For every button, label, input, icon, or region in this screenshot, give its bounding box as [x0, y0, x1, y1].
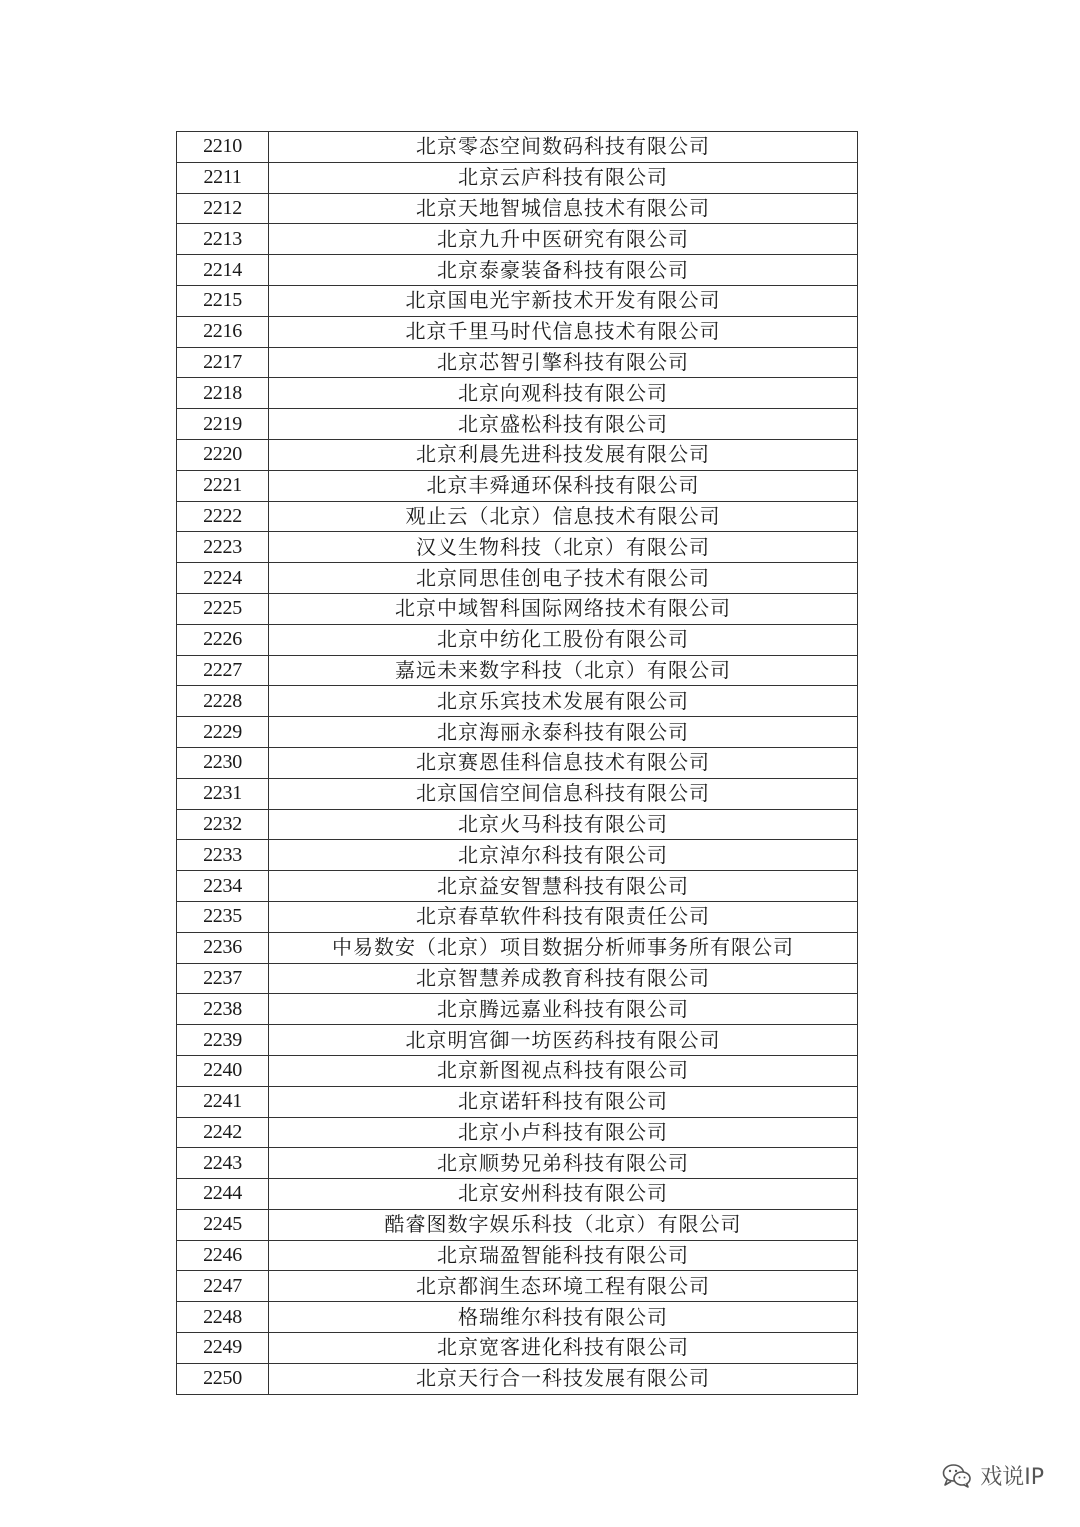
row-number: 2233 — [177, 840, 269, 871]
row-number: 2246 — [177, 1240, 269, 1271]
table-row — [177, 871, 858, 902]
row-number: 2214 — [177, 255, 269, 286]
row-number: 2237 — [177, 963, 269, 994]
table-row — [177, 532, 858, 563]
table-row — [177, 1117, 858, 1148]
company-name: 北京海丽永泰科技有限公司 — [269, 717, 858, 748]
company-name: 北京火马科技有限公司 — [269, 809, 858, 840]
company-name: 北京九升中医研究有限公司 — [269, 224, 858, 255]
row-number: 2224 — [177, 563, 269, 594]
row-number: 2232 — [177, 809, 269, 840]
row-number: 2217 — [177, 347, 269, 378]
table-row — [177, 686, 858, 717]
table-row — [177, 347, 858, 378]
row-number: 2235 — [177, 901, 269, 932]
company-name: 嘉远未来数字科技（北京）有限公司 — [269, 655, 858, 686]
company-name: 北京明宫御一坊医药科技有限公司 — [269, 1025, 858, 1056]
table-row — [177, 1209, 858, 1240]
company-name: 北京泰豪装备科技有限公司 — [269, 255, 858, 286]
company-name: 北京千里马时代信息技术有限公司 — [269, 316, 858, 347]
row-number: 2220 — [177, 439, 269, 470]
row-number: 2218 — [177, 378, 269, 409]
table-row — [177, 378, 858, 409]
row-number: 2236 — [177, 932, 269, 963]
company-name: 北京中纺化工股份有限公司 — [269, 624, 858, 655]
table-row — [177, 963, 858, 994]
company-name: 北京春草软件科技有限责任公司 — [269, 901, 858, 932]
company-name: 汉义生物科技（北京）有限公司 — [269, 532, 858, 563]
table-row — [177, 1363, 858, 1394]
company-name: 北京益安智慧科技有限公司 — [269, 871, 858, 902]
row-number: 2229 — [177, 717, 269, 748]
company-name: 北京安州科技有限公司 — [269, 1179, 858, 1210]
row-number: 2210 — [177, 132, 269, 163]
company-name: 北京宽客进化科技有限公司 — [269, 1333, 858, 1364]
row-number: 2211 — [177, 162, 269, 193]
watermark-text: 戏说IP — [980, 1465, 1044, 1490]
company-name: 北京新图视点科技有限公司 — [269, 1055, 858, 1086]
table-row — [177, 1025, 858, 1056]
row-number: 2227 — [177, 655, 269, 686]
company-table — [176, 131, 858, 1395]
row-number: 2215 — [177, 285, 269, 316]
company-name: 中易数安（北京）项目数据分析师事务所有限公司 — [269, 932, 858, 963]
company-name: 格瑞维尔科技有限公司 — [269, 1302, 858, 1333]
wechat-icon — [942, 1463, 972, 1489]
table-row — [177, 255, 858, 286]
row-number: 2250 — [177, 1363, 269, 1394]
row-number: 2238 — [177, 994, 269, 1025]
row-number: 2247 — [177, 1271, 269, 1302]
company-name: 观止云（北京）信息技术有限公司 — [269, 501, 858, 532]
row-number: 2228 — [177, 686, 269, 717]
company-name: 北京利晨先进科技发展有限公司 — [269, 439, 858, 470]
row-number: 2213 — [177, 224, 269, 255]
row-number: 2221 — [177, 470, 269, 501]
company-name: 北京零态空间数码科技有限公司 — [269, 132, 858, 163]
company-name: 北京丰舜通环保科技有限公司 — [269, 470, 858, 501]
table-row — [177, 747, 858, 778]
table-row — [177, 1240, 858, 1271]
table-row — [177, 1302, 858, 1333]
watermark — [942, 1460, 1044, 1491]
table-row — [177, 162, 858, 193]
table-row — [177, 439, 858, 470]
table-row — [177, 932, 858, 963]
company-name: 北京腾远嘉业科技有限公司 — [269, 994, 858, 1025]
table-body — [177, 132, 858, 1395]
table-row — [177, 224, 858, 255]
company-name: 北京顺势兄弟科技有限公司 — [269, 1148, 858, 1179]
table-row — [177, 1179, 858, 1210]
company-name: 北京天行合一科技发展有限公司 — [269, 1363, 858, 1394]
company-name: 酷睿图数字娱乐科技（北京）有限公司 — [269, 1209, 858, 1240]
row-number: 2249 — [177, 1333, 269, 1364]
table-row — [177, 994, 858, 1025]
company-name: 北京淖尔科技有限公司 — [269, 840, 858, 871]
table-row — [177, 624, 858, 655]
table-row — [177, 1055, 858, 1086]
row-number: 2244 — [177, 1179, 269, 1210]
table-row — [177, 655, 858, 686]
row-number: 2231 — [177, 778, 269, 809]
table-row — [177, 501, 858, 532]
company-name: 北京赛恩佳科信息技术有限公司 — [269, 747, 858, 778]
company-name: 北京云庐科技有限公司 — [269, 162, 858, 193]
company-name: 北京同思佳创电子技术有限公司 — [269, 563, 858, 594]
company-name: 北京国电光宇新技术开发有限公司 — [269, 285, 858, 316]
table-row — [177, 809, 858, 840]
table-row — [177, 316, 858, 347]
company-name: 北京天地智城信息技术有限公司 — [269, 193, 858, 224]
table-row — [177, 409, 858, 440]
row-number: 2219 — [177, 409, 269, 440]
company-name: 北京诺轩科技有限公司 — [269, 1086, 858, 1117]
row-number: 2216 — [177, 316, 269, 347]
row-number: 2248 — [177, 1302, 269, 1333]
row-number: 2226 — [177, 624, 269, 655]
table-row — [177, 593, 858, 624]
company-name: 北京中域智科国际网络技术有限公司 — [269, 593, 858, 624]
row-number: 2222 — [177, 501, 269, 532]
table-row — [177, 1086, 858, 1117]
row-number: 2242 — [177, 1117, 269, 1148]
table-row — [177, 285, 858, 316]
row-number: 2225 — [177, 593, 269, 624]
company-name: 北京国信空间信息科技有限公司 — [269, 778, 858, 809]
table-row — [177, 470, 858, 501]
company-name: 北京乐宾技术发展有限公司 — [269, 686, 858, 717]
company-name: 北京盛松科技有限公司 — [269, 409, 858, 440]
row-number: 2230 — [177, 747, 269, 778]
table-row — [177, 717, 858, 748]
company-name: 北京芯智引擎科技有限公司 — [269, 347, 858, 378]
row-number: 2241 — [177, 1086, 269, 1117]
table-row — [177, 1333, 858, 1364]
table-row — [177, 1148, 858, 1179]
table-row — [177, 1271, 858, 1302]
row-number: 2234 — [177, 871, 269, 902]
table-row — [177, 193, 858, 224]
company-name: 北京智慧养成教育科技有限公司 — [269, 963, 858, 994]
table-row — [177, 778, 858, 809]
company-name: 北京小卢科技有限公司 — [269, 1117, 858, 1148]
table-row — [177, 901, 858, 932]
row-number: 2243 — [177, 1148, 269, 1179]
row-number: 2212 — [177, 193, 269, 224]
row-number: 2240 — [177, 1055, 269, 1086]
row-number: 2239 — [177, 1025, 269, 1056]
company-name: 北京瑞盈智能科技有限公司 — [269, 1240, 858, 1271]
row-number: 2223 — [177, 532, 269, 563]
company-name: 北京向观科技有限公司 — [269, 378, 858, 409]
table-row — [177, 563, 858, 594]
table-row — [177, 840, 858, 871]
row-number: 2245 — [177, 1209, 269, 1240]
table-row — [177, 132, 858, 163]
company-name: 北京都润生态环境工程有限公司 — [269, 1271, 858, 1302]
